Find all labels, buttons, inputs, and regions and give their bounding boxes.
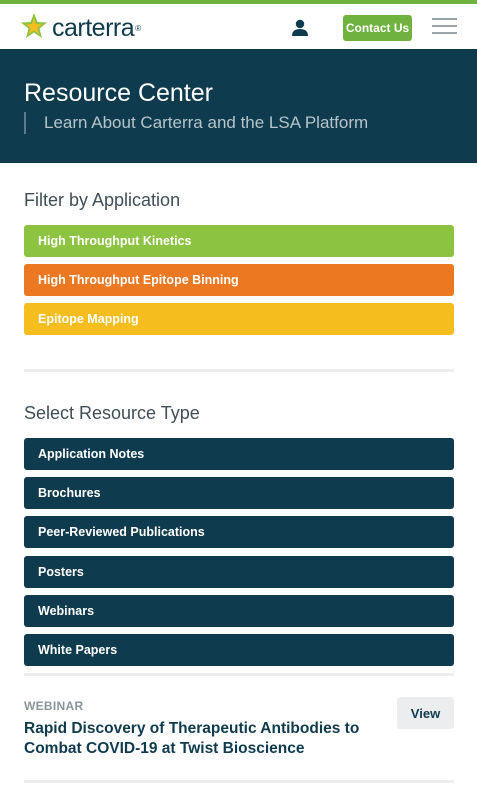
- resource-type-webinars[interactable]: Webinars: [24, 595, 454, 627]
- logo-registered-mark: ®: [135, 23, 142, 33]
- logo[interactable]: [20, 14, 141, 42]
- result-type-label: WEBINAR: [24, 699, 84, 713]
- contact-us-button[interactable]: Contact Us: [343, 15, 412, 41]
- resource-type-brochures[interactable]: Brochures: [24, 477, 454, 509]
- page-subtitle: Learn About Carterra and the LSA Platform: [24, 112, 368, 134]
- filter-section-title: Filter by Application: [24, 190, 181, 210]
- resource-type-section-title: Select Resource Type: [24, 403, 200, 423]
- page-title: Resource Center: [24, 79, 213, 107]
- hero-banner: [0, 49, 477, 163]
- resource-type-application-notes[interactable]: Application Notes: [24, 438, 454, 470]
- resource-type-peer-reviewed-publications[interactable]: Peer-Reviewed Publications: [24, 516, 454, 548]
- filter-high-throughput-epitope-binning[interactable]: High Throughput Epitope Binning: [24, 264, 454, 296]
- logo-text: carterra: [52, 14, 135, 42]
- user-icon[interactable]: [290, 18, 310, 38]
- filter-high-throughput-kinetics[interactable]: High Throughput Kinetics: [24, 225, 454, 257]
- star-logo-icon: [20, 12, 48, 45]
- section-divider: [24, 780, 454, 783]
- section-divider: [24, 369, 454, 372]
- site-header: [0, 4, 477, 49]
- resource-type-white-papers[interactable]: White Papers: [24, 634, 454, 666]
- resource-type-posters[interactable]: Posters: [24, 556, 454, 588]
- filter-epitope-mapping[interactable]: Epitope Mapping: [24, 303, 454, 335]
- view-button[interactable]: View: [397, 697, 454, 729]
- result-title-link[interactable]: Rapid Discovery of Therapeutic Antibodies to Combat COVID-19 at Twist Bioscience: [24, 720, 360, 757]
- section-divider: [24, 673, 454, 676]
- hamburger-menu-icon[interactable]: [432, 18, 457, 36]
